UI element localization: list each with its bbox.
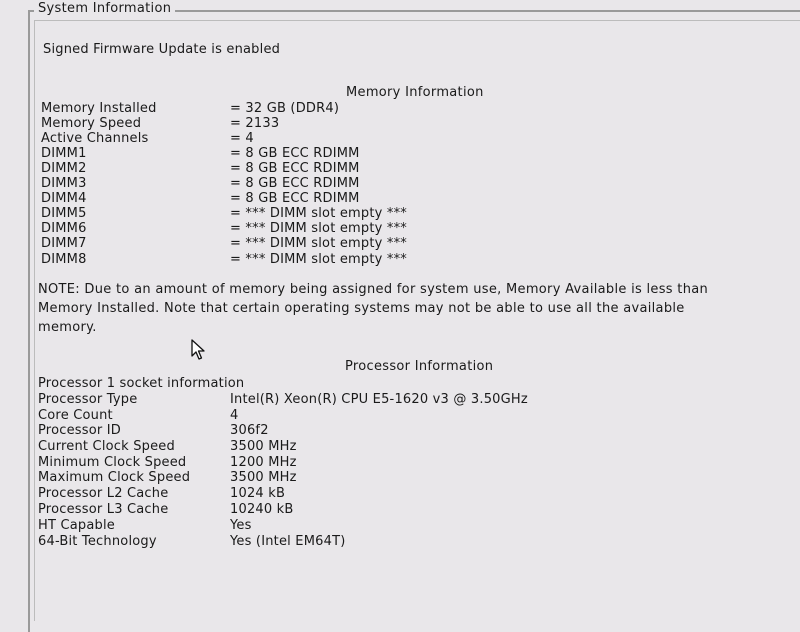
processor-row-value: Yes (Intel EM64T) xyxy=(230,534,346,549)
memory-row-label: Memory Installed xyxy=(41,101,157,116)
memory-row-value: = *** DIMM slot empty *** xyxy=(230,236,407,251)
processor-row-value: 1024 kB xyxy=(230,486,286,501)
processor-row-value: Intel(R) Xeon(R) CPU E5-1620 v3 @ 3.50GHz xyxy=(230,392,528,407)
processor-row-label: Current Clock Speed xyxy=(38,439,175,454)
memory-row-label: DIMM1 xyxy=(41,146,87,161)
processor-row-label: 64-Bit Technology xyxy=(38,534,157,549)
processor-row-label: Core Count xyxy=(38,408,113,423)
memory-row-value: = 32 GB (DDR4) xyxy=(230,101,340,116)
processor-row-value: 4 xyxy=(230,408,239,423)
processor-row-label: Maximum Clock Speed xyxy=(38,470,191,485)
memory-row-label: DIMM8 xyxy=(41,252,87,267)
processor-row-label: Processor L2 Cache xyxy=(38,486,169,501)
memory-row-value: = *** DIMM slot empty *** xyxy=(230,206,407,221)
firmware-status: Signed Firmware Update is enabled xyxy=(43,42,281,57)
memory-row-value: = 8 GB ECC RDIMM xyxy=(230,191,360,206)
memory-row-label: DIMM2 xyxy=(41,161,87,176)
processor-row-label: Processor L3 Cache xyxy=(38,502,169,517)
processor-row-value: 3500 MHz xyxy=(230,439,297,454)
memory-row-value: = 8 GB ECC RDIMM xyxy=(230,146,360,161)
memory-row-label: DIMM7 xyxy=(41,236,87,251)
memory-row-value: = 8 GB ECC RDIMM xyxy=(230,176,360,191)
memory-row-value: = 2133 xyxy=(230,116,280,131)
processor-row-value: 10240 kB xyxy=(230,502,294,517)
memory-row-label: DIMM4 xyxy=(41,191,87,206)
processor-section-heading: Processor Information xyxy=(345,359,494,374)
memory-row-value: = 4 xyxy=(230,131,254,146)
memory-row-value: = 8 GB ECC RDIMM xyxy=(230,161,360,176)
memory-note: NOTE: Due to an amount of memory being assigned for system use, Memory Available is less than Memory Installed. Note that certain operating systems may not be able to use all the available memory. xyxy=(38,282,709,335)
memory-row-value: = *** DIMM slot empty *** xyxy=(230,252,407,267)
memory-row-label: DIMM5 xyxy=(41,206,87,221)
memory-row-label: Active Channels xyxy=(41,131,149,146)
panel-title: System Information xyxy=(34,0,175,18)
processor-row-value: 1200 MHz xyxy=(230,455,297,470)
processor-row-label: HT Capable xyxy=(38,518,115,533)
memory-row-label: Memory Speed xyxy=(41,116,142,131)
memory-row-label: DIMM6 xyxy=(41,221,87,236)
processor-row-value: Yes xyxy=(230,518,252,533)
memory-row-label: DIMM3 xyxy=(41,176,87,191)
processor-row-label: Processor Type xyxy=(38,392,138,407)
memory-section-heading: Memory Information xyxy=(346,85,484,100)
processor-socket-label: Processor 1 socket information xyxy=(38,376,245,391)
processor-row-value: 306f2 xyxy=(230,423,269,438)
mouse-pointer-icon xyxy=(191,339,207,365)
processor-row-label: Processor ID xyxy=(38,423,121,438)
processor-row-value: 3500 MHz xyxy=(230,470,297,485)
memory-row-value: = *** DIMM slot empty *** xyxy=(230,221,407,236)
processor-row-label: Minimum Clock Speed xyxy=(38,455,187,470)
